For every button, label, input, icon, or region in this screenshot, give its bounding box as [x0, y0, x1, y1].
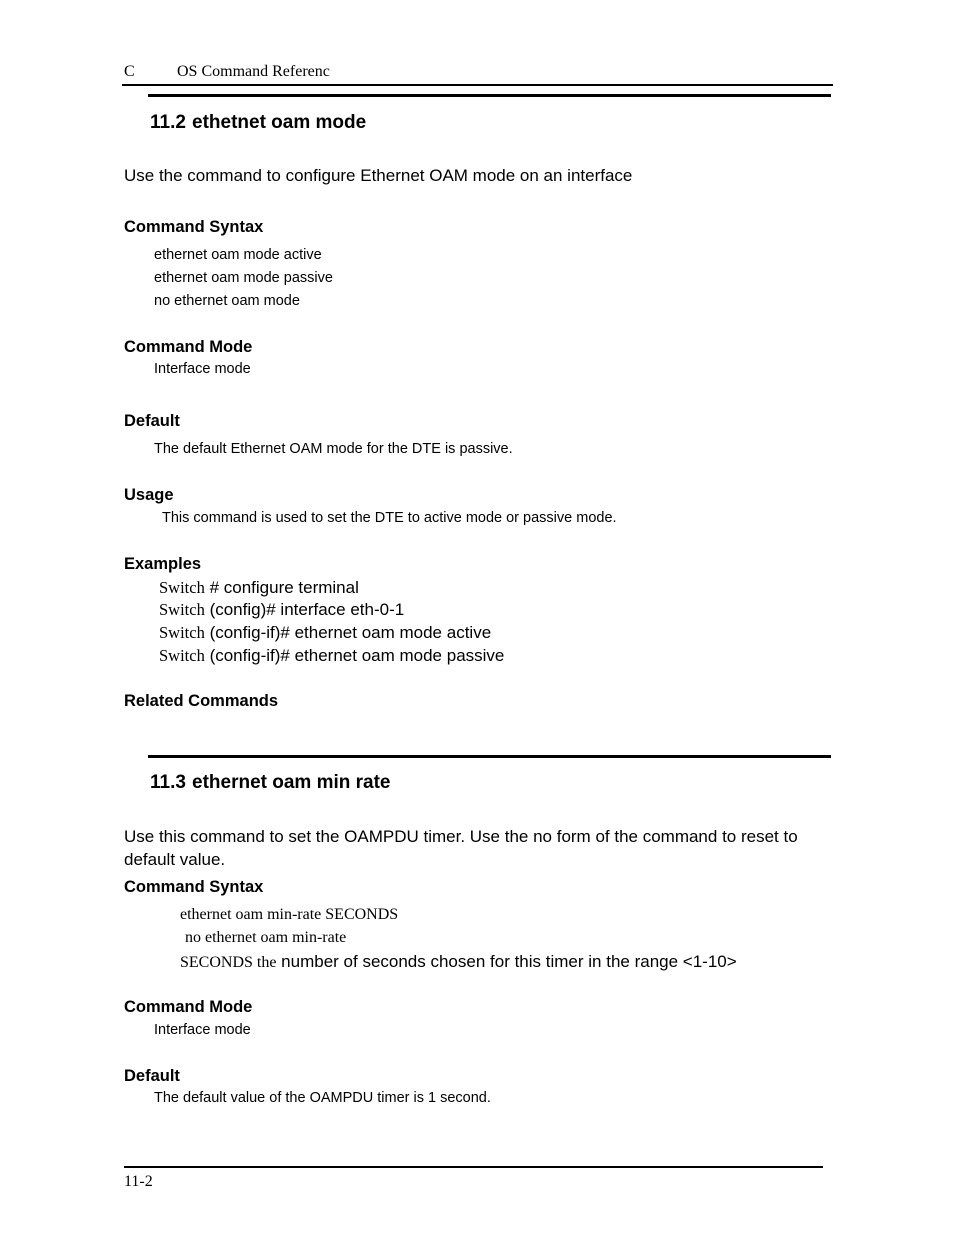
example-line: Switch (config-if)# ethernet oam mode active	[159, 623, 492, 642]
section-number: 11.2	[150, 112, 186, 133]
footer-rule	[124, 1166, 823, 1168]
section-description: Use this command to set the OAMPDU timer. Use the no form of the command to reset to default value.	[124, 827, 798, 869]
header-title: OS Command Referenc	[177, 63, 330, 80]
mode-heading: Command Mode	[124, 338, 253, 356]
syntax-heading: Command Syntax	[124, 878, 264, 896]
example-line: Switch # configure terminal	[159, 578, 359, 597]
section-rule-2	[148, 755, 831, 758]
example-line: Switch (config-if)# ethernet oam mode passive	[159, 646, 505, 665]
related-heading: Related Commands	[124, 692, 279, 710]
section-rule-1	[148, 94, 831, 97]
parameter-description: number of seconds chosen for this timer in the range <1-10>	[276, 952, 737, 971]
mode-text: Interface mode	[154, 361, 251, 377]
header-rule	[122, 84, 833, 86]
example-line: Switch (config)# interface eth-0-1	[159, 600, 405, 619]
syntax-line: no ethernet oam min-rate	[185, 929, 347, 946]
section-title-1	[150, 112, 366, 134]
section-name: ethetnet oam mode	[192, 112, 367, 133]
examples-heading: Examples	[124, 555, 202, 573]
default-heading: Default	[124, 412, 180, 430]
section-title-2	[150, 772, 391, 794]
syntax-line: ethernet oam mode active	[154, 247, 322, 263]
section-name: ethernet oam min rate	[192, 772, 391, 793]
page-number: 11-2	[124, 1173, 153, 1190]
syntax-line: ethernet oam mode passive	[154, 270, 333, 286]
mode-text: Interface mode	[154, 1022, 251, 1038]
syntax-line: ethernet oam min-rate SECONDS	[180, 906, 399, 923]
usage-heading: Usage	[124, 486, 174, 504]
usage-text: This command is used to set the DTE to active mode or passive mode.	[162, 510, 617, 526]
header-chapter: C	[124, 63, 135, 80]
syntax-heading: Command Syntax	[124, 218, 264, 236]
parameter-line	[180, 952, 737, 972]
section-description: Use the command to configure Ethernet OAM mode on an interface	[124, 166, 633, 185]
default-text: The default Ethernet OAM mode for the DTE is passive.	[154, 441, 513, 457]
syntax-line: no ethernet oam mode	[154, 293, 300, 309]
default-heading: Default	[124, 1067, 180, 1085]
mode-heading: Command Mode	[124, 998, 253, 1016]
section-number: 11.3	[150, 772, 186, 793]
parameter-name: SECONDS the	[180, 954, 277, 971]
default-text: The default value of the OAMPDU timer is 1 second.	[154, 1090, 491, 1106]
